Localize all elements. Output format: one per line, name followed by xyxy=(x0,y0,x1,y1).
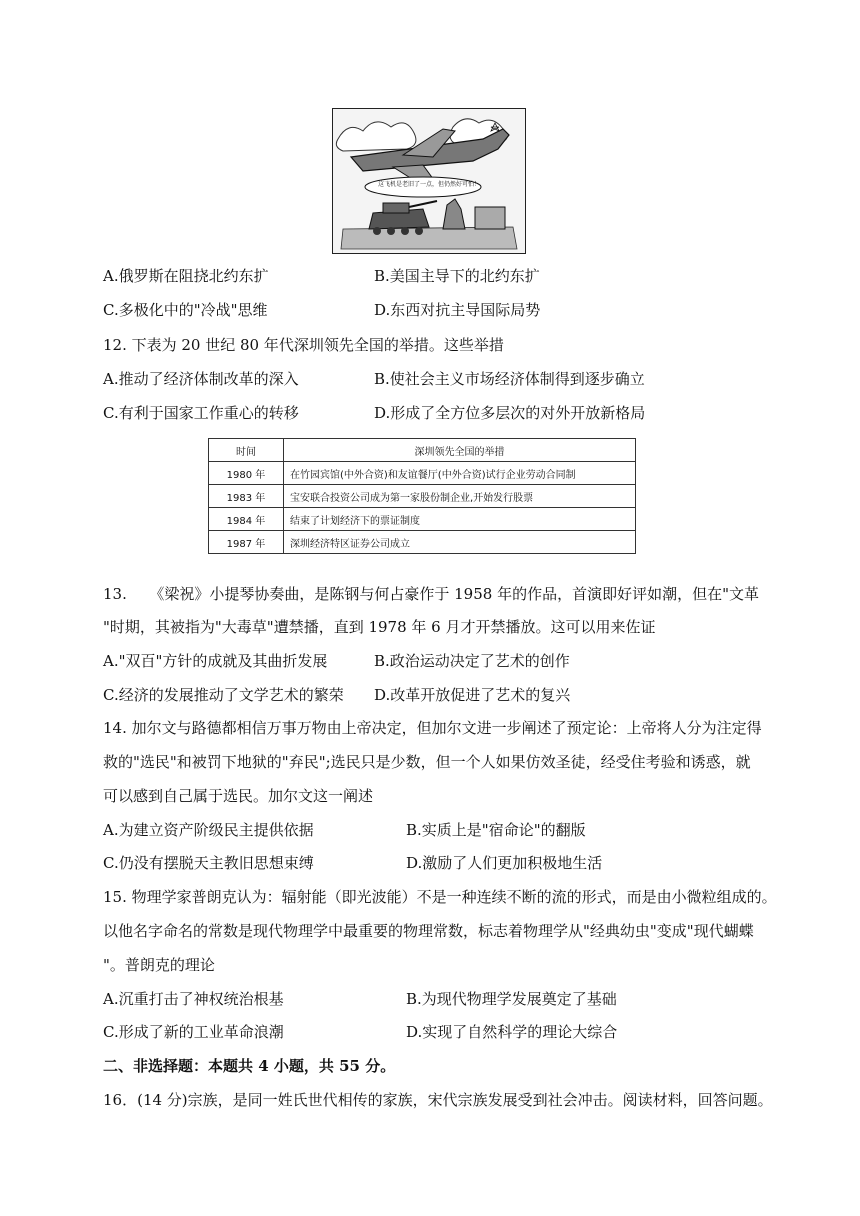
q11-option-d: D.东西对抗主导国际局势 xyxy=(374,301,541,319)
q14-option-c: C.仍没有摆脱天主教旧思想束缚 xyxy=(103,854,314,872)
q11-option-b: B.美国主导下的北约东扩 xyxy=(374,267,540,285)
table-row xyxy=(209,485,636,508)
q13-option-d: D.改革开放促进了艺术的复兴 xyxy=(374,686,571,704)
table-cell-year: 1983 年 xyxy=(209,485,284,508)
q13-option-b: B.政治运动决定了艺术的创作 xyxy=(374,652,570,670)
q11-option-c: C.多极化中的"冷战"思维 xyxy=(103,301,268,319)
cartoon-caption: 这飞机是老旧了一点，但仍然好可怕！ xyxy=(377,181,480,188)
table-header-row xyxy=(209,439,636,462)
q14-stem-line2: 救的"选民"和被罚下地狱的"弃民";选民只是少数，但一个人如果仿效圣徒，经受住考验和诱惑，就 xyxy=(103,753,751,771)
q12-stem: 12. 下表为 20 世纪 80 年代深圳领先全国的举措。这些举措 xyxy=(103,336,504,354)
table-header-time: 时间 xyxy=(209,439,284,462)
table-cell-measure: 深圳经济特区证券公司成立 xyxy=(284,531,636,554)
q15-option-b: B.为现代物理学发展奠定了基础 xyxy=(406,990,617,1008)
q15-stem-line2: 以他名字命名的常数是现代物理学中最重要的物理常数，标志着物理学从"经典幼虫"变成"现代蝴蝶 xyxy=(103,922,754,940)
q14-stem-line1: 14. 加尔文与路德都相信万事万物由上帝决定，但加尔文进一步阐述了预定论：上帝将人分为注定得 xyxy=(103,719,762,737)
q12-option-b: B.使社会主义市场经济体制得到逐步确立 xyxy=(374,370,645,388)
q11-option-a: A.俄罗斯在阻挠北约东扩 xyxy=(103,267,269,285)
table-cell-year: 1987 年 xyxy=(209,531,284,554)
q12-option-a: A.推动了经济体制改革的深入 xyxy=(103,370,299,388)
q15-option-d: D.实现了自然科学的理论大综合 xyxy=(406,1023,618,1041)
table-row xyxy=(209,462,636,485)
q12-option-d: D.形成了全方位多层次的对外开放新格局 xyxy=(374,404,646,422)
q15-option-a: A.沉重打击了神权统治根基 xyxy=(103,990,284,1008)
table-cell-measure: 宝安联合投资公司成为第一家股份制企业,开始发行股票 xyxy=(284,485,636,508)
q12-option-c: C.有利于国家工作重心的转移 xyxy=(103,404,299,422)
q15-stem-line3: "。普朗克的理论 xyxy=(103,956,215,974)
table-row xyxy=(209,508,636,531)
q15-stem-line1: 15. 物理学家普朗克认为：辐射能（即光波能）不是一种连续不断的流的形式，而是由小微粒组成的。 xyxy=(103,888,777,906)
q15-option-c: C.形成了新的工业革命浪潮 xyxy=(103,1023,284,1041)
q13-stem-line1: 13. 《梁祝》小提琴协奏曲，是陈钢与何占豪作于 1958 年的作品，首演即好评如潮，但在"文革 xyxy=(103,585,759,603)
q14-option-b: B.实质上是"宿命论"的翻版 xyxy=(406,821,586,839)
q14-option-a: A.为建立资产阶级民主提供依据 xyxy=(103,821,314,839)
q16-stem: 16．(14 分)宗族，是同一姓氏世代相传的家族，宋代宗族发展受到社会冲击。阅读材料，回答问题。 xyxy=(103,1091,773,1109)
table-cell-year: 1984 年 xyxy=(209,508,284,531)
q12-table xyxy=(208,438,636,554)
section-heading: 二、非选择题：本题共 4 小题，共 55 分。 xyxy=(103,1057,396,1075)
q13-option-c: C.经济的发展推动了文学艺术的繁荣 xyxy=(103,686,344,704)
cartoon-image xyxy=(332,108,526,254)
q13-option-a: A."双百"方针的成就及其曲折发展 xyxy=(103,652,328,670)
q14-stem-line3: 可以感到自己属于选民。加尔文这一阐述 xyxy=(103,787,374,805)
table-row xyxy=(209,531,636,554)
table-cell-measure: 在竹园宾馆(中外合资)和友谊餐厅(中外合资)试行企业劳动合同制 xyxy=(284,462,636,485)
q13-stem-line2: "时期，其被指为"大毒草"遭禁播，直到 1978 年 6 月才开禁播放。这可以用来佐证 xyxy=(103,618,656,636)
table-cell-measure: 结束了计划经济下的票证制度 xyxy=(284,508,636,531)
table-header-measures: 深圳领先全国的举措 xyxy=(284,439,636,462)
q14-option-d: D.激励了人们更加积极地生活 xyxy=(406,854,603,872)
table-cell-year: 1980 年 xyxy=(209,462,284,485)
